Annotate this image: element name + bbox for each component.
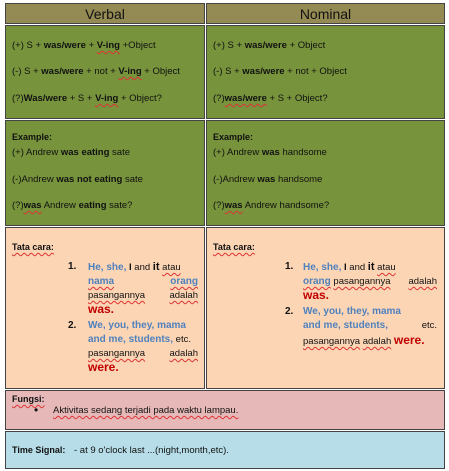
verbal-example-positive: (+) Andrew was eating sate [12,147,131,158]
function-text: Aktivitas sedang terjadi pada waktu lampau. [53,405,239,416]
nominal-example-cell [206,120,445,226]
verbal-formula-negative: (-) S + was/were + not + V-ing + Object [12,66,180,77]
verbal-rule-2-verb: were. [88,360,119,374]
verbal-example-negative: (-)Andrew was not eating sate [12,174,143,185]
nominal-rules-cell [206,227,445,389]
verbal-rule-2-line3: pasangannya adalah [88,348,198,359]
nominal-rule-1-line1: He, she, I and it atau [303,261,396,273]
verbal-rule-2-number: 2. [68,320,77,331]
time-signal-text: - at 9 o'clock last ...(night,month,etc). [74,445,229,456]
function-bullet: • [34,403,39,417]
verbal-formula-positive: (+) S + was/were + V-ing +Object [12,40,156,51]
verbal-rule-1-verb: was. [88,302,115,316]
nominal-rules-label: Tata cara: [213,242,255,252]
time-signal-label: Time Signal: [12,445,66,455]
verbal-example-cell [5,120,205,226]
verbal-rule-1-line1: He, she, I and it atau [88,261,181,273]
nominal-rule-2-number: 2. [285,306,294,317]
verbal-formula-question: (?)Was/were + S + V-ing + Object? [12,93,162,104]
header-verbal: Verbal [5,3,205,24]
verbal-rule-1-line2: nama orang [88,276,198,287]
nominal-rule-2-line3: pasangannya adalah were. [303,333,425,347]
function-label: Fungsi: [12,394,45,404]
nominal-formula-question: (?)was/were + S + Object? [213,93,328,104]
function-cell [5,390,445,430]
nominal-example-label: Example: [213,132,254,142]
time-signal-row [12,444,229,457]
verbal-rules-label: Tata cara: [12,242,54,252]
verbal-rule-2-line2: and me, students, etc. [88,334,191,345]
nominal-rule-1-verb: was. [303,288,330,302]
nominal-rule-1-line2: orang pasangannya adalah [303,276,437,287]
verbal-rules-cell [5,227,205,389]
nominal-example-negative: (-)Andrew was handsome [213,174,323,185]
nominal-rule-2-line1: We, you, they, mama [303,306,401,317]
nominal-example-question: (?)was Andrew handsome? [213,200,330,211]
verbal-rule-1-number: 1. [68,261,77,272]
verbal-rule-2-line1: We, you, they, mama [88,320,186,331]
header-nominal: Nominal [206,3,445,24]
time-signal-cell [5,431,445,469]
verbal-example-label: Example: [12,132,53,142]
verbal-rule-1-line3: pasangannya adalah [88,290,198,301]
nominal-formula-negative: (-) S + was/were + not + Object [213,66,347,77]
verbal-example-question: (?)was Andrew eating sate? [12,200,133,211]
nominal-rule-2-line2: and me, students, etc. [303,320,437,331]
verbal-formula-cell [5,25,205,119]
nominal-example-positive: (+) Andrew was handsome [213,147,327,158]
nominal-formula-cell [206,25,445,119]
nominal-formula-positive: (+) S + was/were + Object [213,40,326,51]
nominal-rule-1-number: 1. [285,261,294,272]
